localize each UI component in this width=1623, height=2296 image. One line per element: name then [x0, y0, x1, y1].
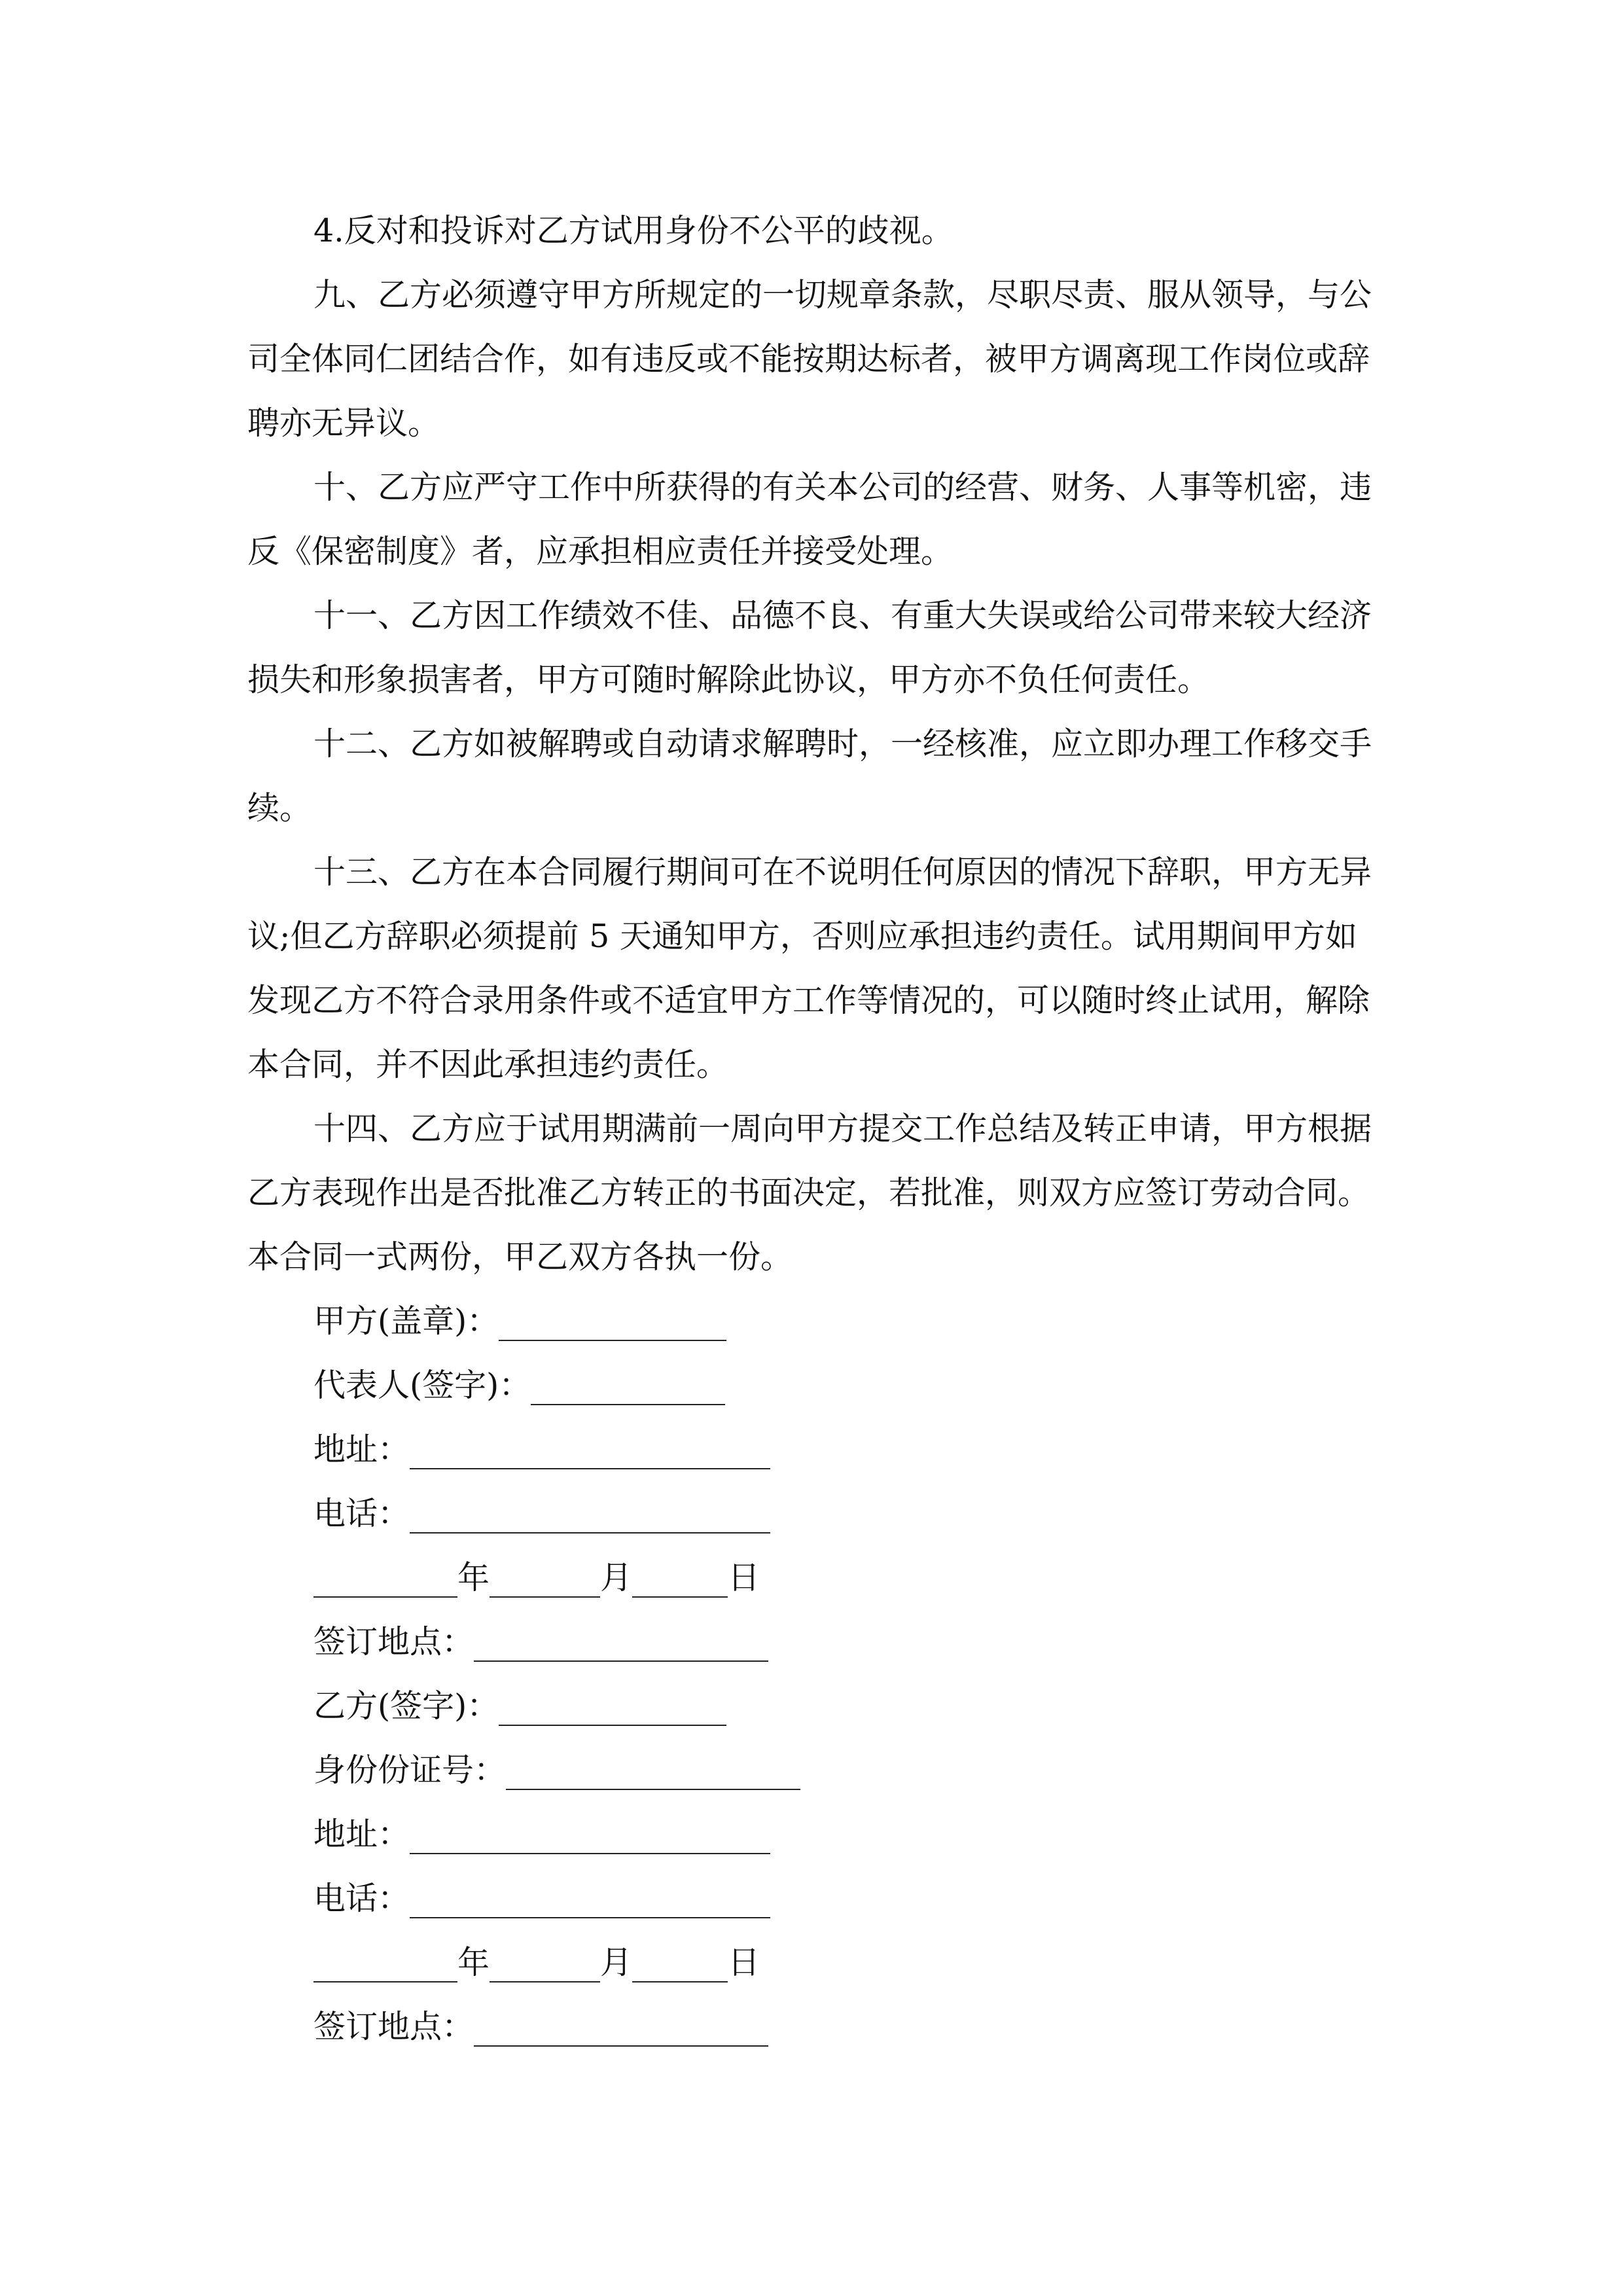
month-label: 月 [600, 1944, 633, 1981]
blank-field[interactable] [474, 2005, 768, 2047]
contract-body [247, 199, 1399, 1289]
label: 签订地点： [313, 1623, 474, 1660]
year-field[interactable] [313, 1556, 457, 1598]
year-label: 年 [457, 1559, 490, 1596]
text-line: 十二、乙方如被解聘或自动请求解聘时，一经核准，应立即办理工作移交手 [313, 725, 1372, 762]
label: 电话： [313, 1880, 410, 1917]
contract-page [247, 199, 1399, 2059]
text-line: 议;但乙方辞职必须提前 5 天通知甲方，否则应承担违约责任。试用期间甲方如 [247, 918, 1357, 955]
blank-field[interactable] [499, 1299, 726, 1341]
text-line: 本合同一式两份，甲乙双方各执一份。 [247, 1238, 793, 1276]
party-b-date-line [247, 1931, 1399, 1995]
party-a-block [247, 1289, 1399, 1674]
party-a-phone-line [247, 1482, 1399, 1546]
day-label: 日 [728, 1944, 760, 1981]
text-line: 司全体同仁团结合作，如有违反或不能按期达标者，被甲方调离现工作岗位或辞 [247, 340, 1370, 378]
month-field[interactable] [490, 1556, 600, 1598]
party-b-place-line [247, 1995, 1399, 2059]
text-line: 本合同，并不因此承担违约责任。 [247, 1046, 729, 1083]
text-line: 十一、乙方因工作绩效不佳、品德不良、有重大失误或给公司带来较大经济 [313, 597, 1372, 634]
text-line: 聘亦无异议。 [247, 404, 440, 442]
party-b-address-line [247, 1803, 1399, 1867]
party-a-seal-line [247, 1289, 1399, 1354]
blank-field[interactable] [499, 1684, 726, 1726]
day-field[interactable] [632, 1941, 728, 1982]
label: 电话： [313, 1495, 410, 1532]
text-line: 反《保密制度》者，应承担相应责任并接受处理。 [247, 533, 954, 570]
text-line: 乙方表现作出是否批准乙方转正的书面决定，若批准，则双方应签订劳动合同。 [247, 1174, 1370, 1211]
party-b-sign-line [247, 1674, 1399, 1738]
label: 签订地点： [313, 2008, 474, 2045]
label: 身份份证号： [313, 1751, 507, 1789]
month-label: 月 [600, 1559, 633, 1596]
label: 地址： [313, 1431, 410, 1468]
month-field[interactable] [490, 1941, 600, 1982]
blank-field[interactable] [474, 1620, 768, 1662]
party-b-phone-line [247, 1867, 1399, 1931]
day-field[interactable] [632, 1556, 728, 1598]
party-a-address-line [247, 1418, 1399, 1482]
label: 代表人(签字)： [313, 1367, 531, 1404]
blank-field[interactable] [410, 1812, 770, 1854]
party-a-date-line [247, 1546, 1399, 1610]
text-line: 续。 [247, 789, 312, 827]
id-number-line [247, 1738, 1399, 1803]
label: 乙方(签字)： [313, 1687, 499, 1725]
party-a-place-line [247, 1610, 1399, 1674]
party-b-block [247, 1674, 1399, 2059]
blank-field[interactable] [531, 1363, 725, 1405]
year-label: 年 [457, 1944, 490, 1981]
text-line: 损失和形象损害者，甲方可随时解除此协议，甲方亦不负任何责任。 [247, 661, 1210, 698]
year-field[interactable] [313, 1941, 457, 1982]
day-label: 日 [728, 1559, 760, 1596]
text-line: 十四、乙方应于试用期满前一周向甲方提交工作总结及转正申请，甲方根据 [313, 1110, 1372, 1147]
label: 甲方(盖章)： [313, 1302, 499, 1340]
text-line: 发现乙方不符合录用条件或不适宜甲方工作等情况的，可以随时终止试用，解除 [247, 982, 1370, 1019]
text-line: 十、乙方应严守工作中所获得的有关本公司的经营、财务、人事等机密，违 [313, 469, 1372, 506]
representative-line [247, 1354, 1399, 1418]
text-line: 4.反对和投诉对乙方试用身份不公平的歧视。 [313, 212, 954, 249]
blank-field[interactable] [506, 1748, 800, 1790]
text-line: 九、乙方必须遵守甲方所规定的一切规章条款，尽职尽责、服从领导，与公 [313, 276, 1372, 314]
blank-field[interactable] [410, 1427, 770, 1469]
blank-field[interactable] [410, 1492, 770, 1534]
text-line: 十三、乙方在本合同履行期间可在不说明任何原因的情况下辞职，甲方无异 [313, 853, 1372, 891]
label: 地址： [313, 1816, 410, 1853]
blank-field[interactable] [410, 1876, 770, 1918]
